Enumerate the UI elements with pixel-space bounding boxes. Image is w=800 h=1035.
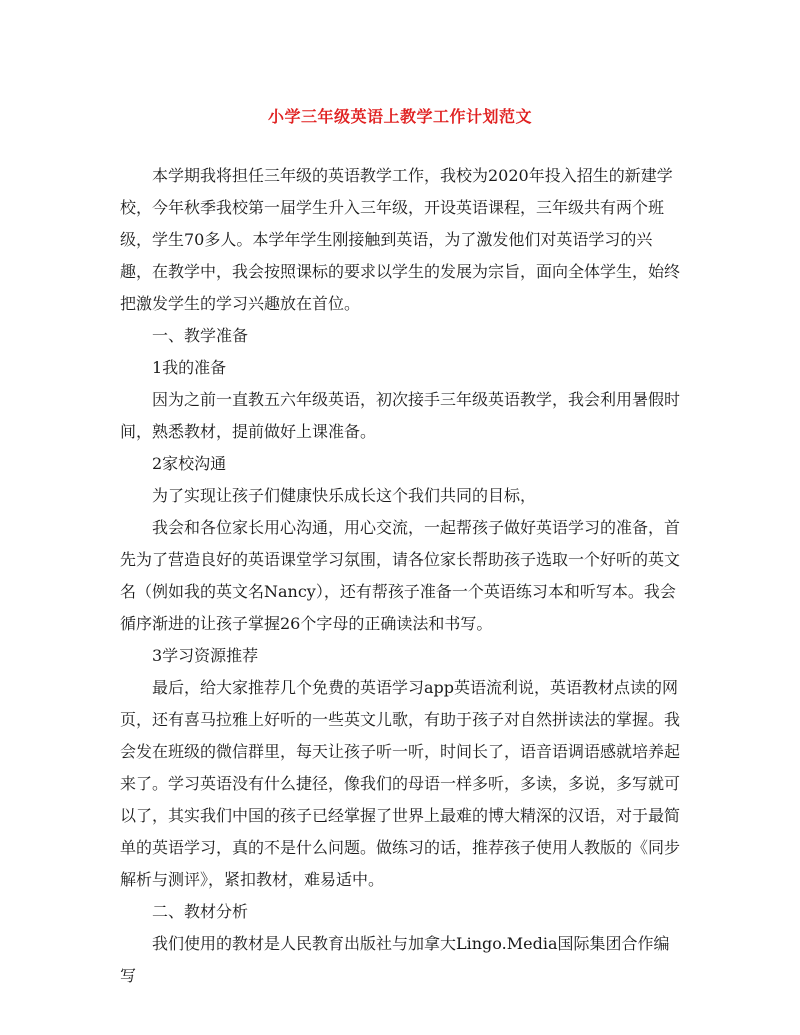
- section-heading-textbook-analysis: 二、教材分析: [152, 902, 249, 921]
- paragraph-learning-resources: 最后，给大家推荐几个免费的英语学习app英语流利说，英语教材点读的网页，还有喜马拉雅上好听的一些英文儿歌，有助于孩子对自然拼读法的掌握。我会发在班级的微信群里，每天让孩子听一听，时间长了，语音语调语感就培养起来了。学习英语没有什么捷径，像我们的母语一样多听，多读，多说，多写就可以了，其实我们中国的孩子已经掌握了世界上最难的博大精深的汉语，对于最简单的英语学习，真的不是什么问题。做练习的话，推荐孩子使用人教版的《同步解析与测评》，紧扣教材，难易适中。: [120, 678, 681, 889]
- paragraph-textbook-analysis: 我们使用的教材是人民教育出版社与加拿大Lingo.Media国际集团合作编写: [120, 934, 670, 985]
- subheading-learning-resources: 3学习资源推荐: [152, 646, 259, 665]
- document-title: 小学三年级英语上教学工作计划范文: [267, 107, 532, 126]
- section-heading-teaching-preparation: 一、教学准备: [152, 326, 249, 345]
- intro-paragraph: 本学期我将担任三年级的英语教学工作，我校为2020年投入招生的新建学校，今年秋季我校第一届学生升入三年级，开设英语课程，三年级共有两个班级，学生70多人。本学年学生刚接触到英语，为了激发他们对英语学习的兴趣，在教学中，我会按照课标的要求以学生的发展为宗旨，面向全体学生，始终把激发学生的学习兴趣放在首位。: [120, 166, 681, 313]
- paragraph-my-preparation: 因为之前一直教五六年级英语，初次接手三年级英语教学，我会利用暑假时间，熟悉教材，提前做好上课准备。: [120, 390, 681, 441]
- document-body: [120, 160, 680, 992]
- paragraph-common-goal: 为了实现让孩子们健康快乐成长这个我们共同的目标，: [152, 486, 537, 505]
- paragraph-parent-communication: 我会和各位家长用心沟通，用心交流，一起帮孩子做好英语学习的准备，首先为了营造良好的英语课堂学习氛围，请各位家长帮助孩子选取一个好听的英文名（例如我的英文名Nancy），还有帮孩子准备一个英语练习本和听写本。我会循序渐进的让孩子掌握26个字母的正确读法和书写。: [120, 518, 681, 633]
- subheading-home-school-communication: 2家校沟通: [152, 454, 227, 473]
- subheading-my-preparation: 1我的准备: [152, 358, 227, 377]
